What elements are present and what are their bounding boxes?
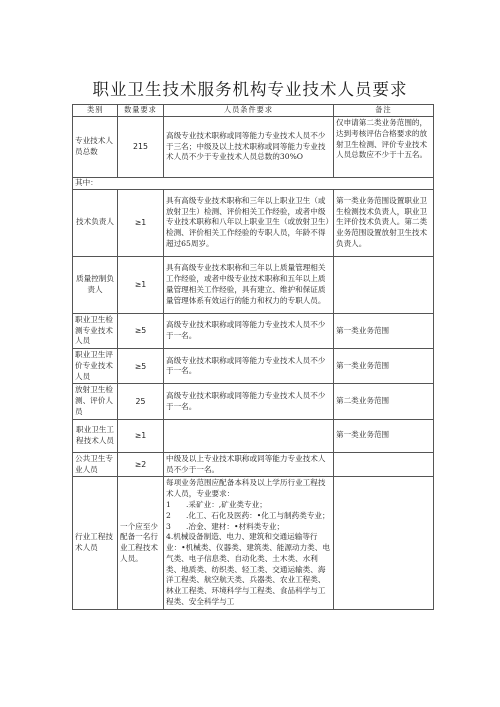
row-quantity: ≥5 xyxy=(118,349,164,384)
row-category: 质量控制负责人 xyxy=(73,256,118,313)
row-notes: 第一类业务范围 xyxy=(334,419,434,452)
row-quantity: ≥1 xyxy=(118,189,164,256)
row-quantity: ≥5 xyxy=(118,313,164,348)
header-category: 类别 xyxy=(73,105,118,117)
row-requirements: 具有高级专业技术职称和三年以上质量管理相关工作经验，或者中级专业技术职称和五年以上质量管理相关工作经验，具有建立、维护和保证质量管理体系有效运行的能力和权力的专职人员。 xyxy=(164,256,334,313)
section-label: 其中： xyxy=(73,178,434,190)
table-row xyxy=(73,384,434,419)
table-header-row xyxy=(73,105,434,117)
row-notes xyxy=(334,452,434,477)
row-category: 行业工程技术人员 xyxy=(73,477,118,609)
table-row xyxy=(73,349,434,384)
requirement-line: 2 .化工、石化及医药：•化工与制药类专业； xyxy=(166,510,330,520)
table-row xyxy=(73,117,434,178)
requirement-line: 4.机械设备制造、电力、建筑和交通运输等行业：•机械类、仪器类、建筑类、能源动力类、电气类、电子信息类、自动化类、土木类、水利类、地质类、纺织类、轻工类、交通运输类、海洋工程类、航空航天类、兵器类、农业工程类、林业工程类、环境科学与工程类、食品科学与工程类、安全科学与工 xyxy=(166,532,330,606)
row-category: 专业技术人员总数 xyxy=(73,117,118,178)
table-row xyxy=(73,189,434,256)
row-quantity: 25 xyxy=(118,384,164,419)
row-category: 放射卫生检测、评价人员 xyxy=(73,384,118,419)
row-requirements: 具有高级专业技术职称和三年以上职业卫生（或放射卫生）检测、评价相关工作经验，或者中级专业技术职称和八年以上职业卫生（或放射卫生）检测、评价相关工作经验的专职人员，年龄不得超过65周岁。 xyxy=(164,189,334,256)
row-notes xyxy=(334,477,434,609)
row-requirements: 高级专业技术职称或同等能力专业技术人员不少于一名。 xyxy=(164,313,334,348)
row-requirements: 高级专业技术职称或同等能力专业技术人员不少于三名；中级及以上技术职称或同等能力专业技术人员不少于专业技术人员总数的30%O xyxy=(164,117,334,178)
section-row xyxy=(73,178,434,190)
row-requirements xyxy=(164,477,334,609)
row-category: 公共卫生专业人员 xyxy=(73,452,118,477)
row-quantity: ≥1 xyxy=(118,256,164,313)
row-requirements xyxy=(164,419,334,452)
header-notes: 备注 xyxy=(334,105,434,117)
row-quantity: 一个应至少配备一名行业工程技术人员。 xyxy=(118,477,164,609)
requirement-line: 每项业务范围应配备本科及以上学历行业工程技术人员，专业要求： xyxy=(166,478,326,499)
table-row xyxy=(73,477,434,609)
row-category: 技术负责人 xyxy=(73,189,118,256)
row-notes: 仅申请第二类业务范围的，达到考核评估合格要求的放射卫生检测、评价专业技术人员总数应不少于十五名。 xyxy=(334,117,434,178)
header-quantity: 数量要求 xyxy=(118,105,164,117)
table-row xyxy=(73,419,434,452)
table-row xyxy=(73,452,434,477)
row-quantity: 215 xyxy=(118,117,164,178)
row-quantity: ≥2 xyxy=(118,452,164,477)
requirement-line: 1 .采矿业：,矿业类专业； xyxy=(166,499,267,509)
table-row xyxy=(73,256,434,313)
row-quantity: ≥1 xyxy=(118,419,164,452)
row-notes: 第一类业务范围设置职业卫生检测技术负责人，职业卫生评价技术负责人。第二类业务范围设置放射卫生技术负责人。 xyxy=(334,189,434,256)
row-notes xyxy=(334,256,434,313)
row-requirements: 高级专业技术职称或同等能力专业技术人员不少于一名。 xyxy=(164,384,334,419)
row-category: 职业卫生工程技术人员 xyxy=(73,419,118,452)
requirement-line: 3 .冶金、建材：•材料类专业； xyxy=(166,521,285,531)
row-category: 职业卫生检测专业技术人员 xyxy=(73,313,118,348)
row-category: 职业卫生评价专业技术人员 xyxy=(73,349,118,384)
page-title: 职业卫生技术服务机构专业技术人员要求 xyxy=(92,80,408,99)
row-requirements: 高级专业技术职称或同等能力专业技术人员不少于一名。 xyxy=(164,349,334,384)
row-requirements: 中级及以上专业技术职称或同等能力专业技术人员不少于一名。 xyxy=(164,452,334,477)
row-notes: 第一类业务范围 xyxy=(334,313,434,348)
header-requirements: 人员条件要求 xyxy=(164,105,334,117)
staff-requirements-table xyxy=(72,104,434,610)
row-notes: 第一类业务范围 xyxy=(334,349,434,384)
row-notes: 第二类业务范围 xyxy=(334,384,434,419)
table-row xyxy=(73,313,434,348)
